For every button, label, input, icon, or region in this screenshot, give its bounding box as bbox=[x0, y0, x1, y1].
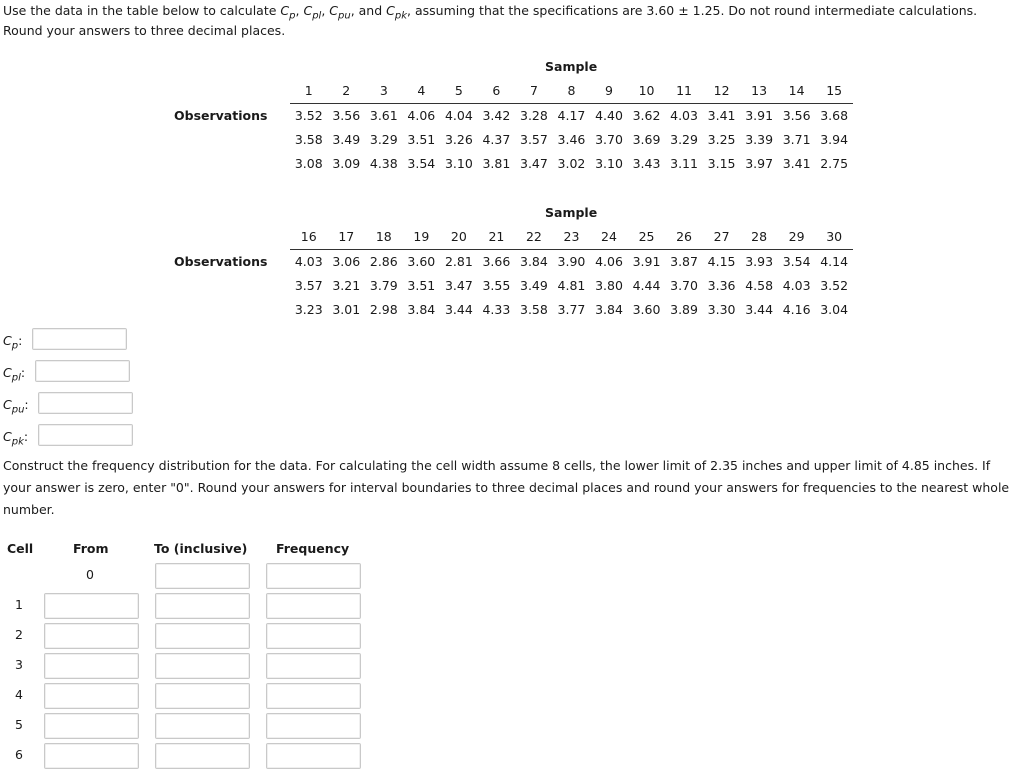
sample-number: 18 bbox=[375, 229, 392, 244]
observation-value: 3.57 bbox=[520, 132, 548, 147]
from-input-5[interactable] bbox=[44, 713, 139, 739]
cell-number: 5 bbox=[15, 717, 23, 732]
sample-number: 11 bbox=[676, 83, 692, 98]
from-input-6[interactable] bbox=[44, 743, 139, 769]
observation-value: 3.90 bbox=[557, 254, 586, 269]
observation-value: 3.51 bbox=[407, 132, 436, 147]
sample-number: 3 bbox=[379, 83, 388, 98]
to-input-3[interactable] bbox=[155, 653, 250, 679]
frequency-input-4[interactable] bbox=[266, 683, 361, 709]
cell-number: 6 bbox=[15, 747, 23, 762]
observation-value: 3.06 bbox=[332, 254, 361, 269]
observation-value: 3.51 bbox=[407, 278, 436, 293]
sample-number: 7 bbox=[529, 83, 538, 98]
from-input-2[interactable] bbox=[44, 623, 139, 649]
observation-value: 2.98 bbox=[369, 302, 398, 317]
observation-value: 3.87 bbox=[670, 254, 698, 269]
to-input-6[interactable] bbox=[155, 743, 250, 769]
observation-value: 3.36 bbox=[707, 278, 736, 293]
observation-value: 3.46 bbox=[557, 132, 586, 147]
table-rule bbox=[290, 103, 853, 104]
to-input-1[interactable] bbox=[155, 593, 250, 619]
observation-value: 3.41 bbox=[782, 156, 811, 171]
sample-header: Sample bbox=[545, 59, 598, 74]
observation-value: 4.40 bbox=[595, 108, 623, 123]
frequency-column-header: Frequency bbox=[276, 541, 350, 556]
frequency-input-3[interactable] bbox=[266, 653, 361, 679]
cell-number: 1 bbox=[15, 597, 23, 612]
cpu-label: $C_{pu}$: bbox=[3, 397, 29, 416]
observation-value: 3.21 bbox=[332, 278, 361, 293]
sample-number: 17 bbox=[338, 229, 355, 244]
sample-number: 15 bbox=[826, 83, 843, 98]
observation-value: 3.94 bbox=[820, 132, 849, 147]
sample-number: 30 bbox=[826, 229, 843, 244]
observation-value: 2.75 bbox=[820, 156, 849, 171]
to-column-header: To (inclusive) bbox=[154, 541, 248, 556]
frequency-input-1[interactable] bbox=[266, 593, 361, 619]
observation-value: 4.16 bbox=[782, 302, 811, 317]
observation-value: 3.84 bbox=[595, 302, 623, 317]
cpk-input[interactable] bbox=[38, 424, 133, 446]
cpl-input[interactable] bbox=[35, 360, 130, 382]
observation-value: 3.23 bbox=[294, 302, 323, 317]
observation-value: 3.04 bbox=[820, 302, 849, 317]
sample-number: 8 bbox=[567, 83, 576, 98]
observation-value: 3.71 bbox=[782, 132, 811, 147]
observation-value: 3.39 bbox=[745, 132, 774, 147]
cp-input[interactable] bbox=[32, 328, 127, 350]
first-from-value: 0 bbox=[86, 567, 94, 582]
observation-value: 4.81 bbox=[557, 278, 586, 293]
observation-value: 3.02 bbox=[557, 156, 586, 171]
observation-value: 3.15 bbox=[707, 156, 736, 171]
sample-header: Sample bbox=[545, 205, 598, 220]
sample-number: 10 bbox=[638, 83, 655, 98]
observation-value: 4.37 bbox=[482, 132, 511, 147]
observation-value: 3.66 bbox=[482, 254, 511, 269]
observation-value: 3.77 bbox=[557, 302, 586, 317]
observation-value: 3.60 bbox=[407, 254, 436, 269]
observation-value: 3.55 bbox=[482, 278, 511, 293]
frequency-input-6[interactable] bbox=[266, 743, 361, 769]
observation-value: 3.97 bbox=[745, 156, 774, 171]
observation-value: 4.03 bbox=[782, 278, 811, 293]
observations-label: Observations bbox=[174, 254, 268, 269]
freq-instructions-line2: your answer is zero, enter "0". Round your answers for interval boundaries to three decimal places and round your answers for frequencies to the nearest whole bbox=[3, 480, 1010, 495]
observation-value: 3.52 bbox=[294, 108, 323, 123]
observation-value: 3.60 bbox=[632, 302, 661, 317]
observation-value: 4.33 bbox=[482, 302, 511, 317]
sample-number: 21 bbox=[488, 229, 505, 244]
sample-number: 12 bbox=[713, 83, 730, 98]
cp-label: $C_p$: bbox=[3, 333, 23, 352]
observation-value: 4.38 bbox=[369, 156, 398, 171]
observation-value: 3.81 bbox=[482, 156, 511, 171]
observation-value: 3.56 bbox=[332, 108, 361, 123]
observation-value: 3.62 bbox=[632, 108, 661, 123]
observation-value: 3.70 bbox=[670, 278, 698, 293]
from-input-4[interactable] bbox=[44, 683, 139, 709]
to-input-4[interactable] bbox=[155, 683, 250, 709]
observation-value: 4.58 bbox=[745, 278, 774, 293]
to-input-5[interactable] bbox=[155, 713, 250, 739]
sample-number: 13 bbox=[751, 83, 768, 98]
sample-number: 26 bbox=[676, 229, 692, 244]
sample-number: 29 bbox=[788, 229, 805, 244]
observation-value: 4.44 bbox=[632, 278, 661, 293]
observation-value: 3.01 bbox=[332, 302, 361, 317]
observation-value: 3.91 bbox=[632, 254, 661, 269]
sample-number: 1 bbox=[304, 83, 313, 98]
sample-number: 2 bbox=[342, 83, 351, 98]
observation-value: 3.69 bbox=[632, 132, 661, 147]
sample-number: 22 bbox=[525, 229, 542, 244]
sample-number: 28 bbox=[751, 229, 768, 244]
sample-number: 25 bbox=[638, 229, 655, 244]
sample-number: 20 bbox=[450, 229, 467, 244]
observation-value: 3.42 bbox=[482, 108, 511, 123]
observation-value: 4.17 bbox=[557, 108, 586, 123]
frequency-input-2[interactable] bbox=[266, 623, 361, 649]
observation-value: 3.70 bbox=[595, 132, 623, 147]
cell-column-header: Cell bbox=[7, 541, 34, 556]
observation-value: 3.54 bbox=[782, 254, 811, 269]
sample-number: 5 bbox=[454, 83, 463, 98]
cell-number: 4 bbox=[15, 687, 23, 702]
observation-value: 3.84 bbox=[520, 254, 548, 269]
observation-value: 4.06 bbox=[407, 108, 436, 123]
observation-value: 3.84 bbox=[407, 302, 436, 317]
observation-value: 3.26 bbox=[444, 132, 473, 147]
observation-value: 3.11 bbox=[670, 156, 698, 171]
observation-value: 4.14 bbox=[820, 254, 849, 269]
observation-value: 3.10 bbox=[444, 156, 473, 171]
observation-value: 3.09 bbox=[332, 156, 361, 171]
to-input-2[interactable] bbox=[155, 623, 250, 649]
sample-number: 24 bbox=[601, 229, 617, 244]
observation-value: 3.41 bbox=[707, 108, 736, 123]
sample-number: 14 bbox=[788, 83, 805, 98]
observation-value: 3.80 bbox=[595, 278, 623, 293]
intro-text: Use the data in the table below to calculate $C_p$, $C_{pl}$, $C_{pu}$, and $C_{pk}$, assuming that the specifications are 3.60 ± 1.25. Do not round intermediate calculations. bbox=[3, 3, 978, 22]
cell-number: 3 bbox=[15, 657, 23, 672]
observation-value: 3.29 bbox=[369, 132, 398, 147]
frequency-input-5[interactable] bbox=[266, 713, 361, 739]
observation-value: 3.54 bbox=[407, 156, 436, 171]
observation-value: 3.93 bbox=[745, 254, 774, 269]
observation-value: 3.79 bbox=[369, 278, 398, 293]
freq-instructions-line3: number. bbox=[3, 502, 55, 517]
from-input-1[interactable] bbox=[44, 593, 139, 619]
observation-value: 3.68 bbox=[820, 108, 849, 123]
observation-value: 4.06 bbox=[595, 254, 623, 269]
observation-value: 3.29 bbox=[670, 132, 698, 147]
sample-number: 9 bbox=[605, 83, 613, 98]
observation-value: 3.47 bbox=[444, 278, 473, 293]
observation-value: 3.43 bbox=[632, 156, 661, 171]
observation-value: 2.81 bbox=[444, 254, 473, 269]
observation-value: 3.89 bbox=[670, 302, 698, 317]
observation-value: 3.52 bbox=[820, 278, 849, 293]
table-rule bbox=[290, 249, 853, 250]
observation-value: 3.49 bbox=[520, 278, 548, 293]
observation-value: 3.44 bbox=[745, 302, 774, 317]
from-input-3[interactable] bbox=[44, 653, 139, 679]
observation-value: 3.08 bbox=[294, 156, 323, 171]
observation-value: 3.44 bbox=[444, 302, 473, 317]
observation-value: 3.91 bbox=[745, 108, 774, 123]
observation-value: 4.03 bbox=[294, 254, 323, 269]
observation-value: 3.58 bbox=[520, 302, 548, 317]
observation-value: 3.58 bbox=[294, 132, 323, 147]
observation-value: 3.25 bbox=[707, 132, 736, 147]
observation-value: 4.04 bbox=[444, 108, 473, 123]
observation-value: 3.56 bbox=[782, 108, 811, 123]
cpk-label: $C_{pk}$: bbox=[3, 429, 29, 448]
to-input-0[interactable] bbox=[155, 563, 250, 589]
observation-value: 3.61 bbox=[369, 108, 398, 123]
sample-number: 23 bbox=[563, 229, 580, 244]
observation-value: 3.28 bbox=[520, 108, 548, 123]
cpu-input[interactable] bbox=[38, 392, 133, 414]
sample-number: 6 bbox=[492, 83, 501, 98]
frequency-input-0[interactable] bbox=[266, 563, 361, 589]
sample-number: 27 bbox=[713, 229, 730, 244]
observation-value: 2.86 bbox=[369, 254, 398, 269]
observation-value: 3.49 bbox=[332, 132, 361, 147]
cell-number: 2 bbox=[15, 627, 23, 642]
observation-value: 4.03 bbox=[670, 108, 698, 123]
cpl-label: $C_{pl}$: bbox=[3, 365, 26, 384]
observation-value: 3.30 bbox=[707, 302, 736, 317]
sample-number: 16 bbox=[300, 229, 317, 244]
intro-text-line2: Round your answers to three decimal places. bbox=[3, 23, 286, 38]
observation-value: 3.47 bbox=[520, 156, 548, 171]
observations-label: Observations bbox=[174, 108, 268, 123]
observation-value: 4.15 bbox=[707, 254, 736, 269]
sample-number: 19 bbox=[413, 229, 430, 244]
from-column-header: From bbox=[73, 541, 109, 556]
sample-number: 4 bbox=[417, 83, 426, 98]
observation-value: 3.10 bbox=[595, 156, 623, 171]
observation-value: 3.57 bbox=[294, 278, 323, 293]
freq-instructions: Construct the frequency distribution for the data. For calculating the cell width assume 8 cells, the lower limit of 2.35 inches and upper limit of 4.85 inches. If bbox=[3, 458, 991, 473]
